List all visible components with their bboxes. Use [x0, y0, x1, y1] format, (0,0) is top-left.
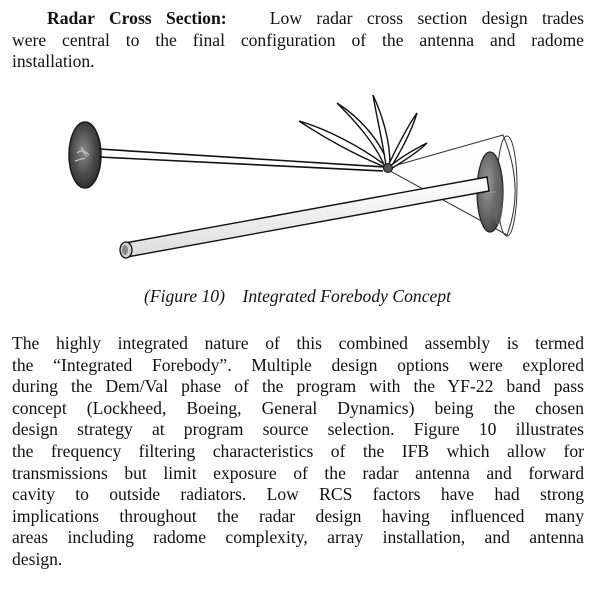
- figure-caption: [0, 286, 595, 308]
- body-line: transmissions but limit exposure of the radar antenna and forward: [12, 462, 584, 483]
- body-line: the frequency filtering characteristics of the IFB which allow for: [12, 440, 584, 461]
- body-line: areas including radome complexity, array installation, and antenna: [12, 527, 584, 548]
- intro-text: Low radar cross section design trades: [269, 8, 585, 28]
- figure-number: (Figure 10): [143, 286, 225, 306]
- body-line: cavity to outside radiators. Low RCS factors have had strong: [12, 484, 584, 505]
- body-line: during the Dem/Val phase of the program with the YF-22 band pass: [12, 376, 584, 397]
- body-line: concept (Lockheed, Boeing, General Dynamics) being the chosen: [12, 397, 584, 418]
- intro-paragraph: [12, 8, 584, 73]
- intro-line: were central to the final configuration of the antenna and radome: [12, 29, 584, 50]
- body-line: design strategy at program source selection. Figure 10 illustrates: [12, 419, 584, 440]
- intro-line: installation.: [12, 51, 95, 72]
- figure-title: Integrated Forebody Concept: [242, 286, 451, 306]
- body-paragraph: [12, 333, 584, 571]
- section-heading: Radar Cross Section:: [47, 8, 227, 28]
- transmitted-beam: [120, 177, 489, 258]
- scattering-lobes: [299, 95, 427, 169]
- body-line: the “Integrated Forebody”. Multiple design options were explored: [12, 354, 584, 375]
- body-line: design.: [12, 548, 63, 569]
- body-line: implications throughout the radar design having influenced many: [12, 505, 584, 526]
- source-disc: [69, 122, 101, 188]
- radome-tip: [384, 164, 393, 173]
- incident-beam: [99, 149, 385, 171]
- integrated-forebody-figure: [55, 95, 535, 280]
- body-line: The highly integrated nature of this combined assembly is termed: [12, 333, 584, 353]
- intro-line: [12, 8, 584, 30]
